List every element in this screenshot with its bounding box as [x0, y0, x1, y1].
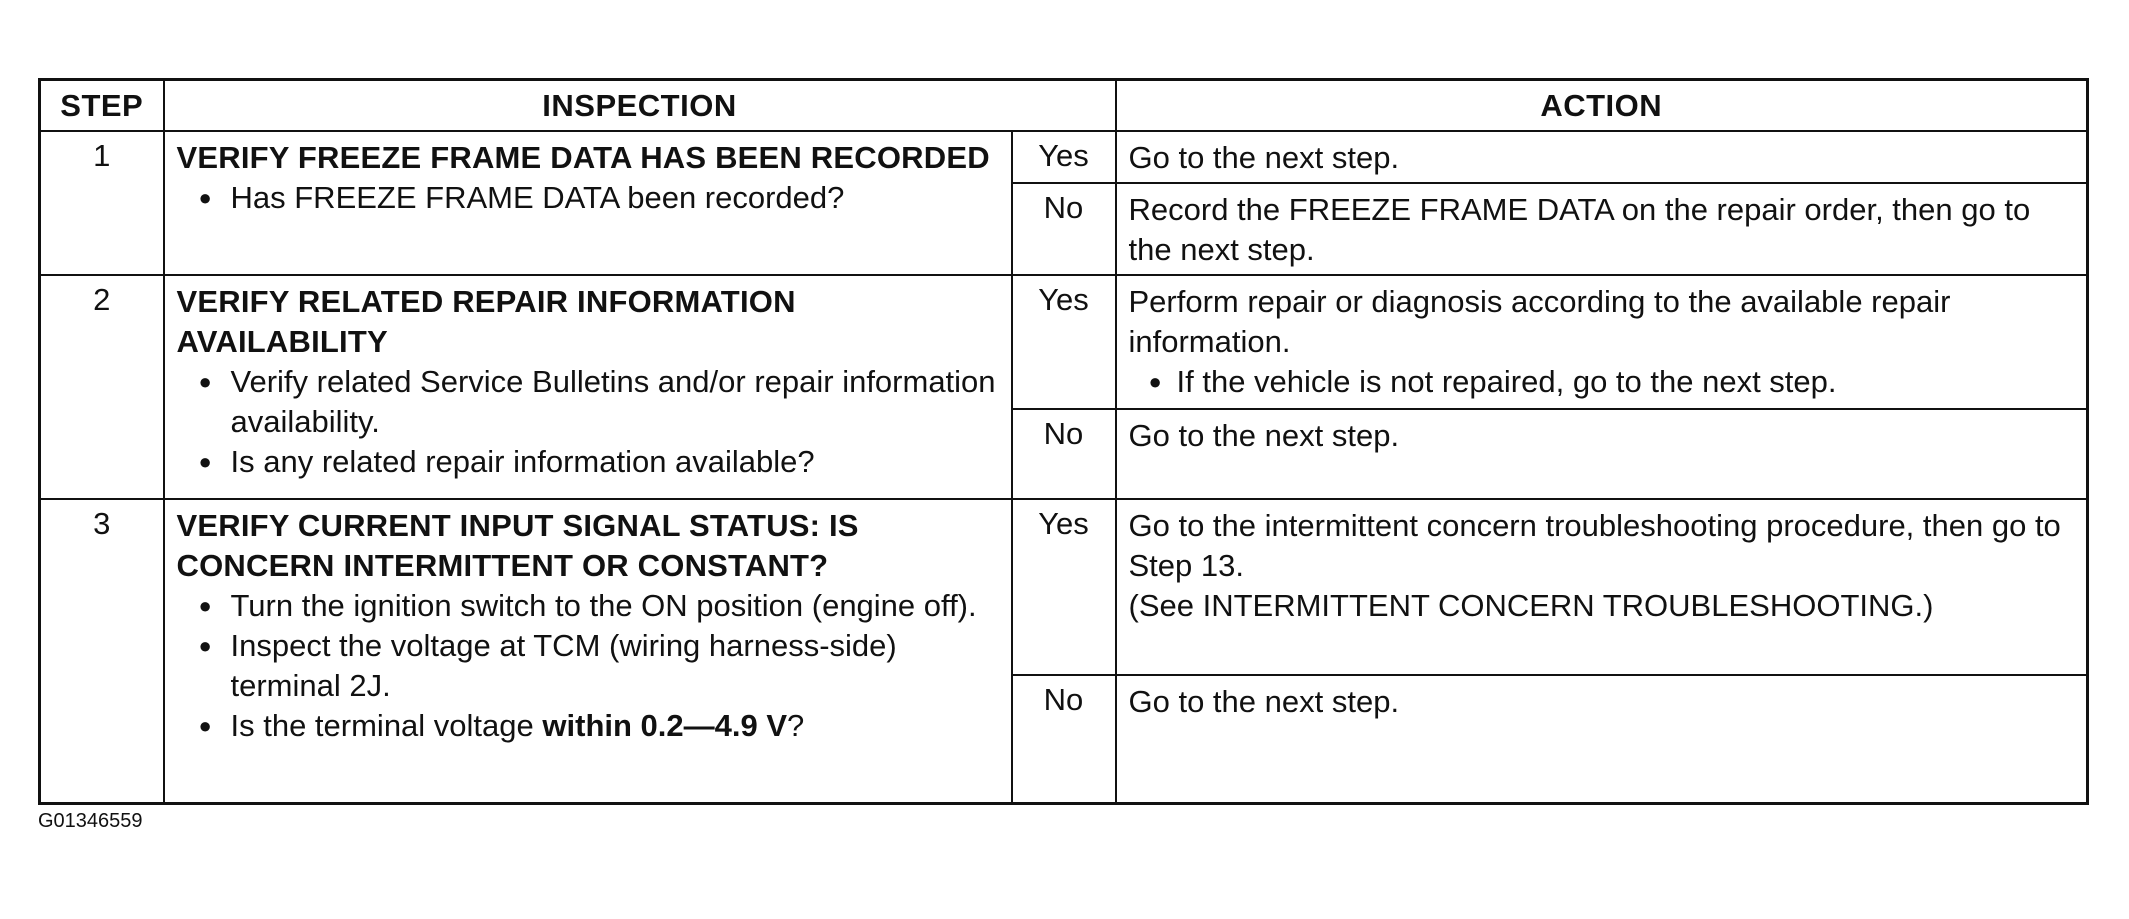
bullet-text: Turn the ignition switch to the ON position (engine off).: [230, 588, 977, 623]
bullet-text: Verify related Service Bulletins and/or repair information availability.: [230, 364, 996, 439]
figure-id: G01346559: [38, 810, 143, 832]
header-step: STEP: [40, 80, 164, 132]
yes-action: Go to the next step.: [1116, 131, 2088, 183]
step-2-yes-row: [40, 275, 2088, 409]
header-inspection: INSPECTION: [164, 80, 1116, 132]
action-bullet: [1147, 362, 2077, 402]
no-action: Go to the next step.: [1116, 675, 2088, 803]
yes-label: Yes: [1012, 275, 1116, 409]
yes-action-text: Perform repair or diagnosis according to the available repair information.: [1128, 284, 1951, 359]
inspection-bullet: [195, 706, 1001, 746]
inspection-bullet: [195, 442, 1001, 482]
yes-label: Yes: [1012, 131, 1116, 183]
inspection-bullet: [195, 626, 1001, 706]
step-1-inspection: [164, 131, 1012, 275]
step-number: 3: [40, 499, 164, 803]
inspection-title: VERIFY RELATED REPAIR INFORMATION AVAILABILITY: [176, 284, 796, 359]
yes-label: Yes: [1012, 499, 1116, 675]
no-label: No: [1012, 183, 1116, 275]
voltage-range: within 0.2—4.9 V: [542, 708, 788, 743]
step-2-inspection: [164, 275, 1012, 499]
inspection-bullet: [195, 178, 1001, 218]
yes-action-text: Go to the intermittent concern troubleshooting procedure, then go to Step 13.: [1128, 508, 2061, 583]
inspection-title: VERIFY CURRENT INPUT SIGNAL STATUS: IS CONCERN INTERMITTENT OR CONSTANT?: [176, 508, 859, 583]
no-action: Record the FREEZE FRAME DATA on the repair order, then go to the next step.: [1116, 183, 2088, 275]
inspection-bullet: [195, 362, 1001, 442]
bullet-text: Is the terminal voltage: [230, 708, 543, 743]
step-number: 1: [40, 131, 164, 275]
inspection-bullets: [177, 586, 1001, 746]
step-3-inspection: [164, 499, 1012, 803]
header-row: [40, 80, 2088, 132]
yes-action: [1116, 499, 2088, 675]
bullet-icon: ●: [198, 633, 212, 658]
bullet-text: Has FREEZE FRAME DATA been recorded?: [230, 180, 845, 215]
bullet-suffix: ?: [787, 708, 805, 743]
inspection-title: VERIFY FREEZE FRAME DATA HAS BEEN RECORDED: [176, 140, 990, 175]
bullet-icon: ●: [198, 185, 212, 210]
inspection-bullet: [195, 586, 1001, 626]
bullet-icon: ●: [1148, 369, 1162, 394]
bullet-text: Inspect the voltage at TCM (wiring harness-side) terminal 2J.: [230, 628, 897, 703]
bullet-icon: ●: [198, 713, 212, 738]
bullet-icon: ●: [198, 449, 212, 474]
bullet-icon: ●: [198, 593, 212, 618]
header-action: ACTION: [1116, 80, 2088, 132]
yes-action: [1116, 275, 2088, 409]
bullet-text: If the vehicle is not repaired, go to the next step.: [1176, 364, 1837, 399]
diagnostic-table: [38, 78, 2089, 805]
yes-action-reference: (See INTERMITTENT CONCERN TROUBLESHOOTING.): [1128, 588, 1934, 623]
inspection-bullets: [177, 362, 1001, 482]
action-bullets: [1129, 362, 2077, 402]
inspection-bullets: [177, 178, 1001, 218]
no-action: Go to the next step.: [1116, 409, 2088, 499]
step-3-yes-row: [40, 499, 2088, 675]
bullet-text: Is any related repair information available?: [230, 444, 815, 479]
step-1-yes-row: [40, 131, 2088, 183]
bullet-icon: ●: [198, 369, 212, 394]
step-number: 2: [40, 275, 164, 499]
no-label: No: [1012, 409, 1116, 499]
no-label: No: [1012, 675, 1116, 803]
